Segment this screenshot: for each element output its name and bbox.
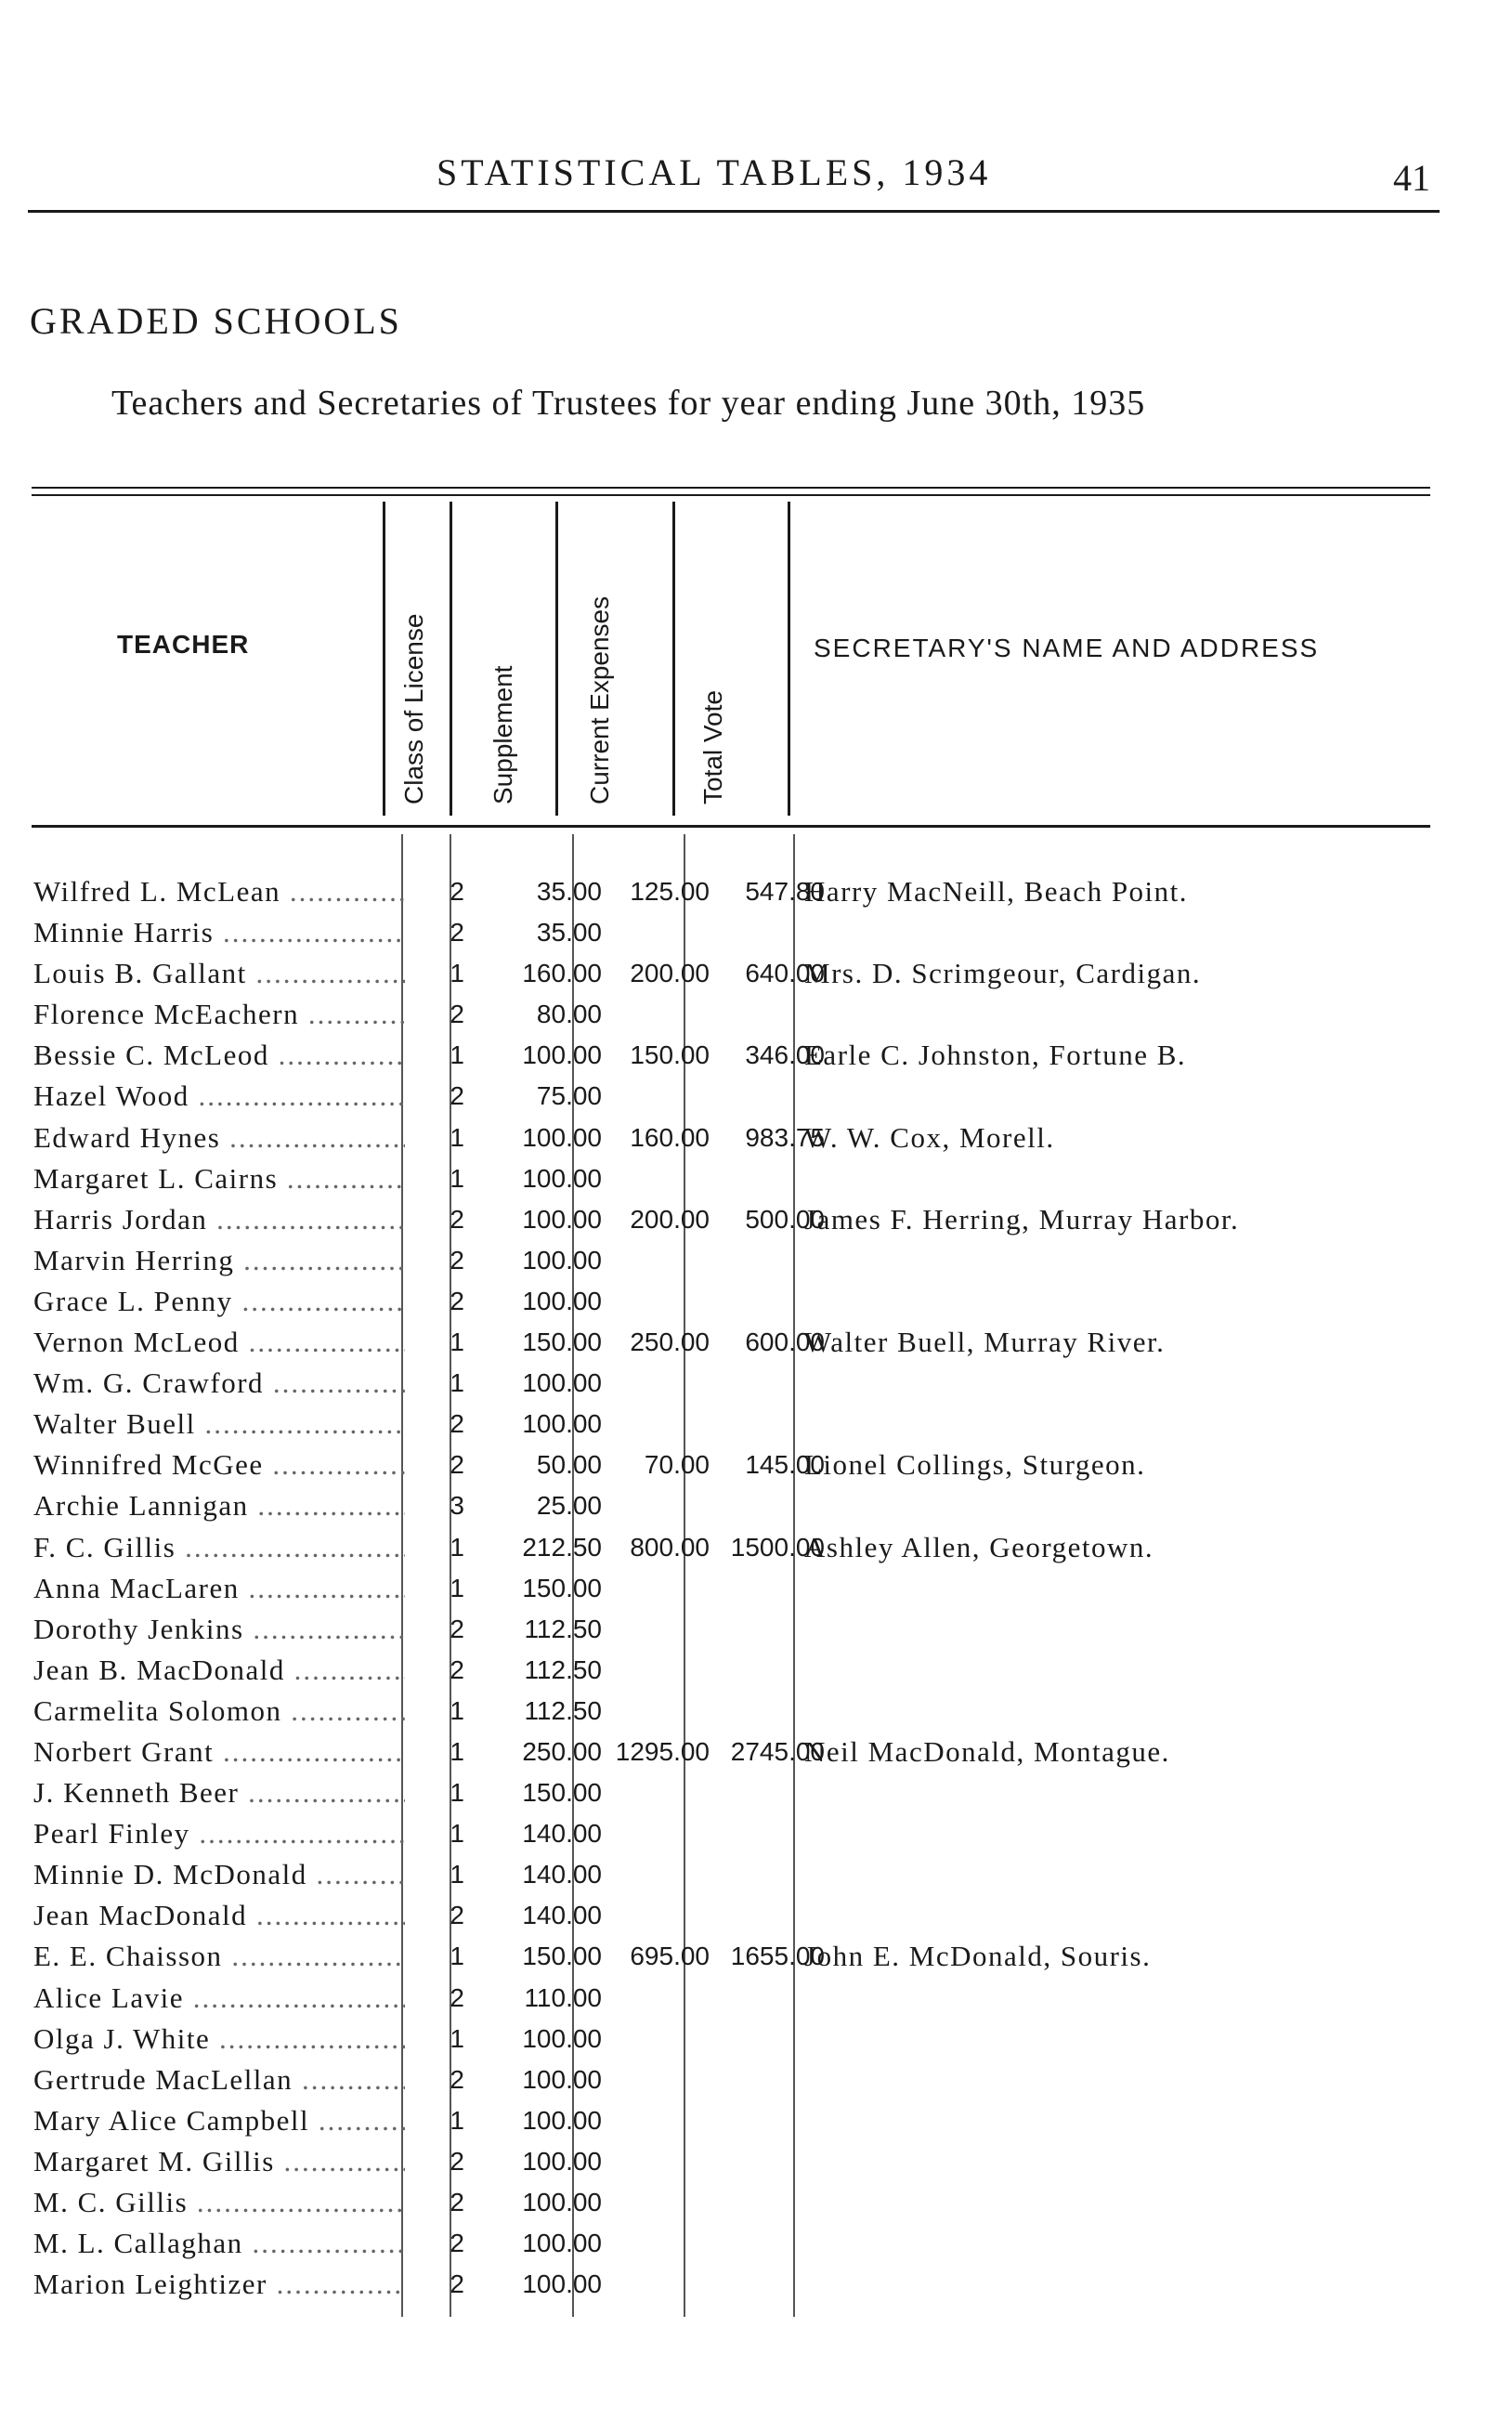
secretary-cell: Lionel Collings, Sturgeon. [804, 1448, 1146, 1482]
secretary-cell: W. W. Cox, Morell. [804, 1120, 1055, 1154]
teacher-cell: Pearl Finley ..... [33, 1813, 405, 1854]
teacher-cell: Jean B. MacDonald ..... [33, 1650, 405, 1691]
teacher-cell: Wm. G. Crawford ..... [33, 1363, 405, 1404]
secretary-cell: Earle C. Johnston, Fortune B. [804, 1039, 1187, 1072]
class-cell: 1 [450, 2023, 464, 2053]
header-total-vote: Total Vote [698, 690, 727, 804]
teacher-cell: Margaret L. Cairns ..... [33, 1158, 405, 1199]
teacher-cell: F. C. Gillis ..... [33, 1527, 405, 1568]
class-cell: 1 [450, 1736, 464, 1766]
supplement-cell: 100.00 [522, 1163, 602, 1193]
class-cell: 2 [450, 1654, 464, 1684]
table-row [33, 1527, 1445, 1568]
supplement-cell: 25.00 [536, 1491, 602, 1521]
supplement-cell: 150.00 [522, 1327, 602, 1357]
table-row [33, 1732, 1445, 1772]
table-row [33, 1281, 1445, 1322]
header-teacher: TEACHER [117, 630, 250, 659]
table-row [33, 1609, 1445, 1650]
teacher-cell: Minnie Harris ..... [33, 912, 405, 953]
running-head: STATISTICAL TABLES, 1934 [437, 151, 992, 193]
teacher-cell: Olga J. White ..... [33, 2019, 405, 2059]
secretary-cell: Mrs. D. Scrimgeour, Cardigan. [804, 957, 1202, 990]
supplement-cell: 35.00 [536, 877, 602, 906]
teacher-cell: M. L. Callaghan ..... [33, 2223, 405, 2264]
secretary-cell: John E. McDonald, Souris. [804, 1940, 1152, 1973]
current-expenses-cell: 1295.00 [615, 1736, 710, 1766]
table-row [33, 2141, 1445, 2182]
table-row [33, 1199, 1445, 1240]
current-expenses-cell: 160.00 [630, 1122, 710, 1152]
supplement-cell: 112.50 [524, 1614, 602, 1643]
class-cell: 1 [450, 1163, 464, 1193]
table-row [33, 871, 1445, 912]
total-vote-cell: 983.75 [745, 1122, 825, 1152]
teacher-cell: Edward Hynes ..... [33, 1118, 405, 1158]
supplement-cell: 100.00 [522, 1040, 602, 1070]
table-row [33, 1076, 1445, 1117]
teacher-cell: Gertrude MacLellan ..... [33, 2059, 405, 2100]
teacher-cell: Minnie D. McDonald ..... [33, 1854, 405, 1895]
table-top-rule-inner [32, 494, 1430, 496]
class-cell: 2 [450, 1614, 464, 1643]
table-row [33, 1895, 1445, 1936]
teacher-cell: Winnifred McGee ..... [33, 1445, 405, 1485]
teacher-cell: Bessie C. McLeod ..... [33, 1035, 405, 1076]
current-expenses-cell: 800.00 [630, 1532, 710, 1562]
class-cell: 2 [450, 1450, 464, 1480]
current-expenses-cell: 200.00 [630, 959, 710, 988]
teacher-cell: Alice Lavie ..... [33, 1978, 405, 2019]
table-row [33, 1854, 1445, 1895]
total-vote-cell: 547.80 [745, 877, 825, 906]
table-row [33, 1445, 1445, 1485]
teacher-cell: Harris Jordan ..... [33, 1199, 405, 1240]
class-cell: 2 [450, 1245, 464, 1275]
supplement-cell: 150.00 [522, 1778, 602, 1808]
teacher-cell: Louis B. Gallant ..... [33, 953, 405, 994]
supplement-cell: 150.00 [522, 1573, 602, 1602]
teacher-cell: Anna MacLaren ..... [33, 1568, 405, 1609]
table-row [33, 1035, 1445, 1076]
table-body [33, 871, 1445, 2305]
header-divider [450, 502, 452, 816]
class-cell: 2 [450, 2229, 464, 2258]
table-row [33, 994, 1445, 1035]
table-row [33, 1568, 1445, 1609]
table-subtitle: Teachers and Secretaries of Trustees for year ending June 30th, 1935 [111, 384, 1146, 423]
header-class-of-license: Class of License [399, 613, 428, 804]
class-cell: 2 [450, 918, 464, 948]
table-row [33, 1691, 1445, 1732]
header-secretary: SECRETARY'S NAME AND ADDRESS [814, 634, 1320, 662]
class-cell: 2 [450, 1081, 464, 1111]
teacher-cell: Hazel Wood ..... [33, 1076, 405, 1117]
supplement-cell: 100.00 [522, 1245, 602, 1275]
table-row [33, 1240, 1445, 1281]
teacher-cell: Marion Leightizer ..... [33, 2264, 405, 2305]
supplement-cell: 100.00 [522, 2188, 602, 2216]
table-row [33, 2059, 1445, 2100]
teacher-cell: Dorothy Jenkins ..... [33, 1609, 405, 1650]
current-expenses-cell: 70.00 [644, 1450, 710, 1480]
class-cell: 2 [450, 1901, 464, 1930]
total-vote-cell: 640.00 [745, 959, 825, 988]
supplement-cell: 100.00 [522, 1368, 602, 1398]
class-cell: 2 [450, 1000, 464, 1029]
teacher-cell: Norbert Grant ..... [33, 1732, 405, 1772]
secretary-cell: Ashley Allen, Georgetown. [804, 1530, 1154, 1563]
supplement-cell: 75.00 [536, 1081, 602, 1111]
class-cell: 1 [450, 1860, 464, 1889]
class-cell: 2 [450, 1204, 464, 1234]
total-vote-cell: 1500.00 [730, 1532, 825, 1562]
teacher-cell: Walter Buell ..... [33, 1404, 405, 1445]
table-row [33, 2019, 1445, 2059]
class-cell: 1 [450, 1942, 464, 1971]
current-expenses-cell: 150.00 [630, 1040, 710, 1070]
supplement-cell: 100.00 [522, 1204, 602, 1234]
teacher-cell: Marvin Herring ..... [33, 1240, 405, 1281]
class-cell: 2 [450, 2146, 464, 2176]
supplement-cell: 110.00 [524, 1982, 602, 2012]
secretary-cell: James F. Herring, Murray Harbor. [804, 1202, 1240, 1236]
table-row [33, 2100, 1445, 2141]
class-cell: 2 [450, 2064, 464, 2094]
class-cell: 2 [450, 1409, 464, 1439]
secretary-cell: Harry MacNeill, Beach Point. [804, 875, 1189, 908]
class-cell: 1 [450, 959, 464, 988]
class-cell: 3 [450, 1491, 464, 1521]
table-row [33, 912, 1445, 953]
class-cell: 2 [450, 2188, 464, 2216]
table-row [33, 1118, 1445, 1158]
supplement-cell: 100.00 [522, 1409, 602, 1439]
supplement-cell: 140.00 [522, 1901, 602, 1930]
total-vote-cell: 500.00 [745, 1204, 825, 1234]
table-row [33, 1772, 1445, 1813]
supplement-cell: 100.00 [522, 2064, 602, 2094]
supplement-cell: 50.00 [536, 1450, 602, 1480]
table-row [33, 2182, 1445, 2223]
supplement-cell: 150.00 [522, 1942, 602, 1971]
teacher-cell: Archie Lannigan ..... [33, 1485, 405, 1526]
header-bottom-rule [32, 825, 1430, 828]
supplement-cell: 80.00 [536, 1000, 602, 1029]
table-row [33, 1650, 1445, 1691]
supplement-cell: 100.00 [522, 2269, 602, 2299]
total-vote-cell: 2745.00 [730, 1736, 825, 1766]
table-row [33, 1322, 1445, 1363]
current-expenses-cell: 250.00 [630, 1327, 710, 1357]
teacher-cell: J. Kenneth Beer ..... [33, 1772, 405, 1813]
supplement-cell: 100.00 [522, 2105, 602, 2135]
class-cell: 1 [450, 1122, 464, 1152]
header-divider [672, 502, 675, 816]
class-cell: 1 [450, 1573, 464, 1602]
table-row [33, 1404, 1445, 1445]
class-cell: 1 [450, 1819, 464, 1849]
class-cell: 2 [450, 877, 464, 906]
header-divider [555, 502, 558, 816]
class-cell: 1 [450, 1532, 464, 1562]
teacher-cell: Margaret M. Gillis ..... [33, 2141, 405, 2182]
class-cell: 1 [450, 1327, 464, 1357]
table-row [33, 1485, 1445, 1526]
supplement-cell: 140.00 [522, 1819, 602, 1849]
class-cell: 1 [450, 2105, 464, 2135]
current-expenses-cell: 200.00 [630, 1204, 710, 1234]
section-title: GRADED SCHOOLS [30, 300, 402, 342]
header-supplement: Supplement [489, 665, 517, 804]
table-row [33, 2223, 1445, 2264]
table-row [33, 1158, 1445, 1199]
table-row [33, 1978, 1445, 2019]
table-row [33, 1813, 1445, 1854]
supplement-cell: 100.00 [522, 1122, 602, 1152]
secretary-cell: Walter Buell, Murray River. [804, 1326, 1166, 1359]
current-expenses-cell: 695.00 [630, 1942, 710, 1971]
supplement-cell: 100.00 [522, 2023, 602, 2053]
header-divider [788, 502, 790, 816]
secretary-cell: Neil MacDonald, Montague. [804, 1734, 1170, 1768]
class-cell: 1 [450, 1778, 464, 1808]
supplement-cell: 160.00 [522, 959, 602, 988]
total-vote-cell: 145.00 [745, 1450, 825, 1480]
class-cell: 1 [450, 1695, 464, 1725]
total-vote-cell: 346.00 [745, 1040, 825, 1070]
total-vote-cell: 600.00 [745, 1327, 825, 1357]
class-cell: 2 [450, 1982, 464, 2012]
current-expenses-cell: 125.00 [630, 877, 710, 906]
teacher-cell: Grace L. Penny ..... [33, 1281, 405, 1322]
class-cell: 1 [450, 1040, 464, 1070]
class-cell: 2 [450, 1286, 464, 1315]
teacher-cell: M. C. Gillis ..... [33, 2182, 405, 2223]
teacher-cell: Wilfred L. McLean ..... [33, 871, 405, 912]
supplement-cell: 140.00 [522, 1860, 602, 1889]
teacher-cell: Jean MacDonald ..... [33, 1895, 405, 1936]
class-cell: 1 [450, 1368, 464, 1398]
class-cell: 2 [450, 2269, 464, 2299]
table-row [33, 1936, 1445, 1977]
table-row [33, 2264, 1445, 2305]
supplement-cell: 112.50 [524, 1654, 602, 1684]
header-current-expenses: Current Expenses [585, 595, 614, 804]
teacher-cell: E. E. Chaisson ..... [33, 1936, 405, 1977]
header-divider [383, 502, 385, 816]
teacher-cell: Florence McEachern ..... [33, 994, 405, 1035]
teacher-cell: Vernon McLeod ..... [33, 1322, 405, 1363]
teacher-cell: Mary Alice Campbell ..... [33, 2100, 405, 2141]
table-row [33, 953, 1445, 994]
table-row [33, 1363, 1445, 1404]
teacher-cell: Carmelita Solomon ..... [33, 1691, 405, 1732]
header-rule [28, 210, 1440, 213]
supplement-cell: 35.00 [536, 918, 602, 948]
page-number: 41 [1393, 157, 1430, 199]
supplement-cell: 250.00 [522, 1736, 602, 1766]
total-vote-cell: 1655.00 [730, 1942, 825, 1971]
supplement-cell: 100.00 [522, 2229, 602, 2258]
supplement-cell: 112.50 [524, 1695, 602, 1725]
supplement-cell: 212.50 [522, 1532, 602, 1562]
supplement-cell: 100.00 [522, 2146, 602, 2176]
table-top-rule [32, 487, 1430, 489]
supplement-cell: 100.00 [522, 1286, 602, 1315]
